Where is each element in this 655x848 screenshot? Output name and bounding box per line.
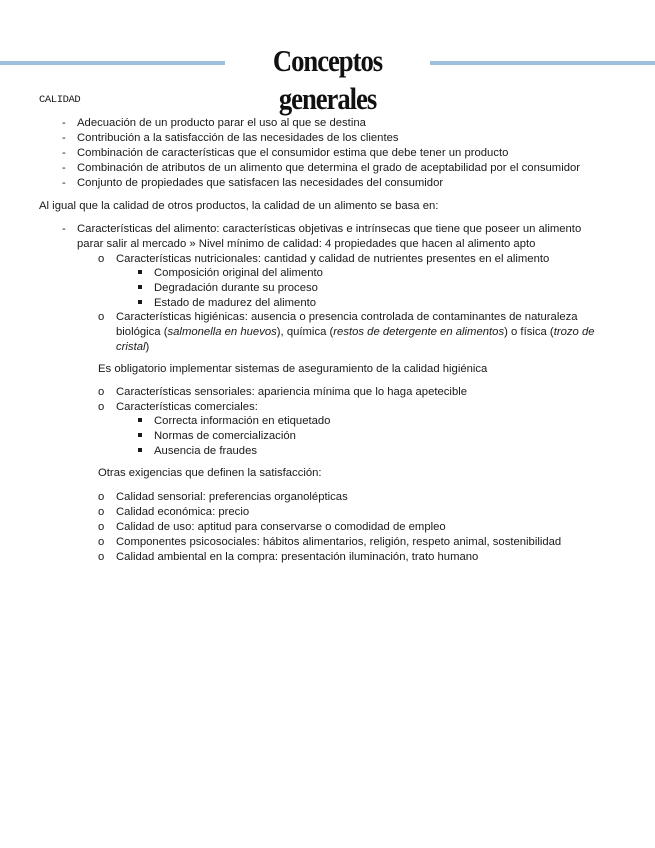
nutricional-item: Degradación durante su proceso	[154, 282, 318, 294]
exigencia-item: Calidad ambiental en la compra: presentación iluminación, trato humano	[116, 551, 479, 563]
otras-exigencias-label: Otras exigencias que definen la satisfacción:	[98, 467, 322, 479]
comerciales-label: Características comerciales:	[116, 401, 258, 413]
square-marker	[138, 285, 142, 289]
page-title: Conceptos generales	[272, 43, 383, 116]
definition-item: Combinación de características que el consumidor estima que debe tener un producto	[77, 147, 509, 159]
square-marker	[138, 418, 142, 422]
higienicas-line-2: biológica (salmonella en huevos), química (restos de detergente en alimentos) o física (trozo de	[116, 326, 595, 338]
comercial-item: Normas de comercialización	[154, 430, 296, 442]
circle-marker: o	[98, 491, 105, 503]
comercial-item: Ausencia de fraudes	[154, 445, 257, 457]
higienicas-line-3: cristal)	[116, 341, 150, 353]
circle-marker: o	[98, 506, 105, 518]
square-marker	[138, 433, 142, 437]
dash-marker: -	[62, 132, 66, 144]
definition-item: Adecuación de un producto parar el uso al que se destina	[77, 117, 366, 129]
circle-marker: o	[98, 253, 105, 265]
dash-marker: -	[62, 147, 66, 159]
nutricional-item: Estado de madurez del alimento	[154, 297, 317, 309]
circle-marker: o	[98, 536, 105, 548]
circle-marker: o	[98, 521, 105, 533]
circle-marker: o	[98, 401, 105, 413]
dash-marker: -	[62, 162, 66, 174]
exigencia-item: Calidad de uso: aptitud para conservarse o comodidad de empleo	[116, 521, 446, 533]
circle-marker: o	[98, 311, 105, 323]
comercial-item: Correcta información en etiquetado	[154, 415, 331, 427]
obligatorio-note: Es obligatorio implementar sistemas de aseguramiento de la calidad higiénica	[98, 363, 488, 375]
square-marker	[138, 448, 142, 452]
nutricional-item: Composición original del alimento	[154, 267, 323, 279]
circle-marker: o	[98, 551, 105, 563]
definition-item: Combinación de atributos de un alimento que determina el grado de aceptabilidad por el consumidor	[77, 162, 581, 174]
exigencia-item: Componentes psicosociales: hábitos alimentarios, religión, respeto animal, sostenibilidad	[116, 536, 562, 548]
exigencia-item: Calidad sensorial: preferencias organolépticas	[116, 491, 348, 503]
definition-item: Conjunto de propiedades que satisfacen las necesidades del consumidor	[77, 177, 444, 189]
circle-marker: o	[98, 386, 105, 398]
intro-paragraph: Al igual que la calidad de otros productos, la calidad de un alimento se basa en:	[39, 200, 439, 212]
title-rule-left	[0, 61, 225, 65]
title-rule-right	[430, 61, 655, 65]
square-marker	[138, 270, 142, 274]
sensoriales-label: Características sensoriales: apariencia mínima que lo haga apetecible	[116, 386, 468, 398]
higienicas-line-1: Características higiénicas: ausencia o presencia controlada de contaminantes de naturaleza	[116, 311, 578, 323]
dash-marker: -	[62, 177, 66, 189]
dash-marker: -	[62, 223, 66, 235]
exigencia-item: Calidad económica: precio	[116, 506, 250, 518]
caracteristicas-line-1: Características del alimento: características objetivas e intrínsecas que tiene que poseer un alimento	[77, 223, 582, 235]
caracteristicas-line-2: parar salir al mercado » Nivel mínimo de calidad: 4 propiedades que hacen al alimento apto	[77, 238, 536, 250]
dash-marker: -	[62, 117, 66, 129]
definition-item: Contribución a la satisfacción de las necesidades de los clientes	[77, 132, 399, 144]
nutricionales-label: Características nutricionales: cantidad y calidad de nutrientes presentes en el alimento	[116, 253, 550, 265]
section-heading: CALIDAD	[39, 94, 81, 106]
square-marker	[138, 300, 142, 304]
